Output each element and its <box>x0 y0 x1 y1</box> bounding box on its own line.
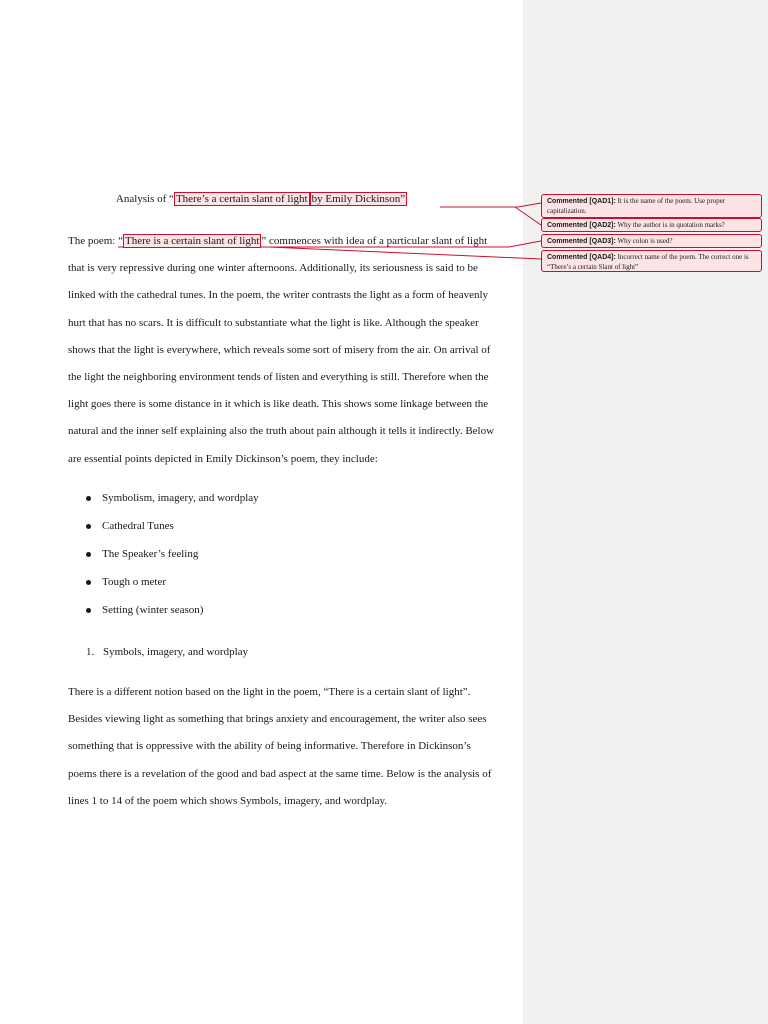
document-title <box>0 192 523 206</box>
list-number: 1. <box>86 646 95 658</box>
bullet-item: Setting (winter season) <box>86 596 259 624</box>
colon-highlight[interactable]: : <box>112 235 116 247</box>
comments-pane <box>523 0 768 1024</box>
intro-poem-highlight[interactable]: There is a certain slant of light <box>125 235 260 247</box>
paragraph-line: linked with the cathedral tunes. In the poem, the writer contrasts the light as a form of heavenly <box>68 289 489 302</box>
comment-author: Commented [QAD3]: <box>547 238 616 245</box>
bullet-icon <box>86 580 91 585</box>
comment-text: It is the name of the poem. Use proper capitalization. <box>547 197 726 215</box>
paragraph-line: There is a different notion based on the light in the poem, “There is a certain slant of light”. <box>68 686 471 698</box>
bullet-item: Cathedral Tunes <box>86 512 259 540</box>
bullet-icon <box>86 608 91 613</box>
numbered-heading-text: Symbols, imagery, and wordplay <box>103 646 249 658</box>
bullet-icon <box>86 496 91 501</box>
paragraph-line: natural and the inner self explaining also the truth about pain although it tells it indirectly. Below <box>68 425 495 438</box>
paragraph-line: that is very repressive during one winter afternoons. Additionally, its seriousness is said to be <box>68 262 478 275</box>
paragraph-line: the light the neighboring environment tends of listen and everything is still. Therefore when the <box>68 370 489 383</box>
paragraph-line: Besides viewing light as something that brings anxiety and encouragement, the writer also sees <box>68 713 487 726</box>
paragraph-line: lines 1 to 14 of the poem which shows Symbols, imagery, and wordplay. <box>68 794 388 807</box>
bullet-item: Tough o meter <box>86 568 259 596</box>
paragraph-line: light goes there is some distance in it which is like death. This shows some linkage between the <box>68 398 489 411</box>
comment-balloon[interactable] <box>541 218 762 232</box>
title-prefix: Analysis of “ <box>115 193 174 205</box>
title-author-highlight[interactable]: by Emily Dickinson” <box>311 193 406 205</box>
comment-author: Commented [QAD4]: <box>547 254 616 261</box>
paragraph-line: are essential points depicted in Emily Dickinson’s poem, they include: <box>68 452 378 465</box>
bullet-list <box>86 484 259 624</box>
intro-line-1: The poem: “ There is a certain slant of light ” commences with idea of a particular slant of light <box>68 235 488 247</box>
paragraph-line: shows that the light is everywhere, which reveals some sort of misery from the air. On arrival of <box>68 343 491 356</box>
comment-balloon[interactable] <box>541 234 762 248</box>
paragraph-line: poems there is a revelation of the good and bad aspect at the same time. Below is the analysis of <box>68 767 492 780</box>
bullet-item: Symbolism, imagery, and wordplay <box>86 484 259 512</box>
comment-text: Why colon is used? <box>617 237 673 245</box>
comment-balloon[interactable] <box>541 194 762 218</box>
title-poem-highlight[interactable]: There’s a certain slant of light <box>175 193 308 205</box>
comment-text: Incorrect name of the poem. The correct one is “There’s a certain Slant of light” <box>547 253 749 271</box>
comment-author: Commented [QAD1]: <box>547 198 616 205</box>
bullet-icon <box>86 524 91 529</box>
paragraph-line: hurt that has no scars. It is difficult to substantiate what the light is like. Although the speaker <box>68 316 479 329</box>
paragraph-line: something that is oppressive with the ability of being informative. Therefore in Dickinson’s <box>68 740 471 753</box>
bullet-icon <box>86 552 91 557</box>
comment-balloon[interactable] <box>541 250 762 272</box>
intro-paragraph <box>68 228 508 473</box>
numbered-heading <box>86 639 248 665</box>
comment-author: Commented [QAD2]: <box>547 222 616 229</box>
bullet-item: The Speaker’s feeling <box>86 540 259 568</box>
comment-text: Why the author is in quotation marks? <box>617 221 725 229</box>
section-paragraph <box>68 679 508 815</box>
